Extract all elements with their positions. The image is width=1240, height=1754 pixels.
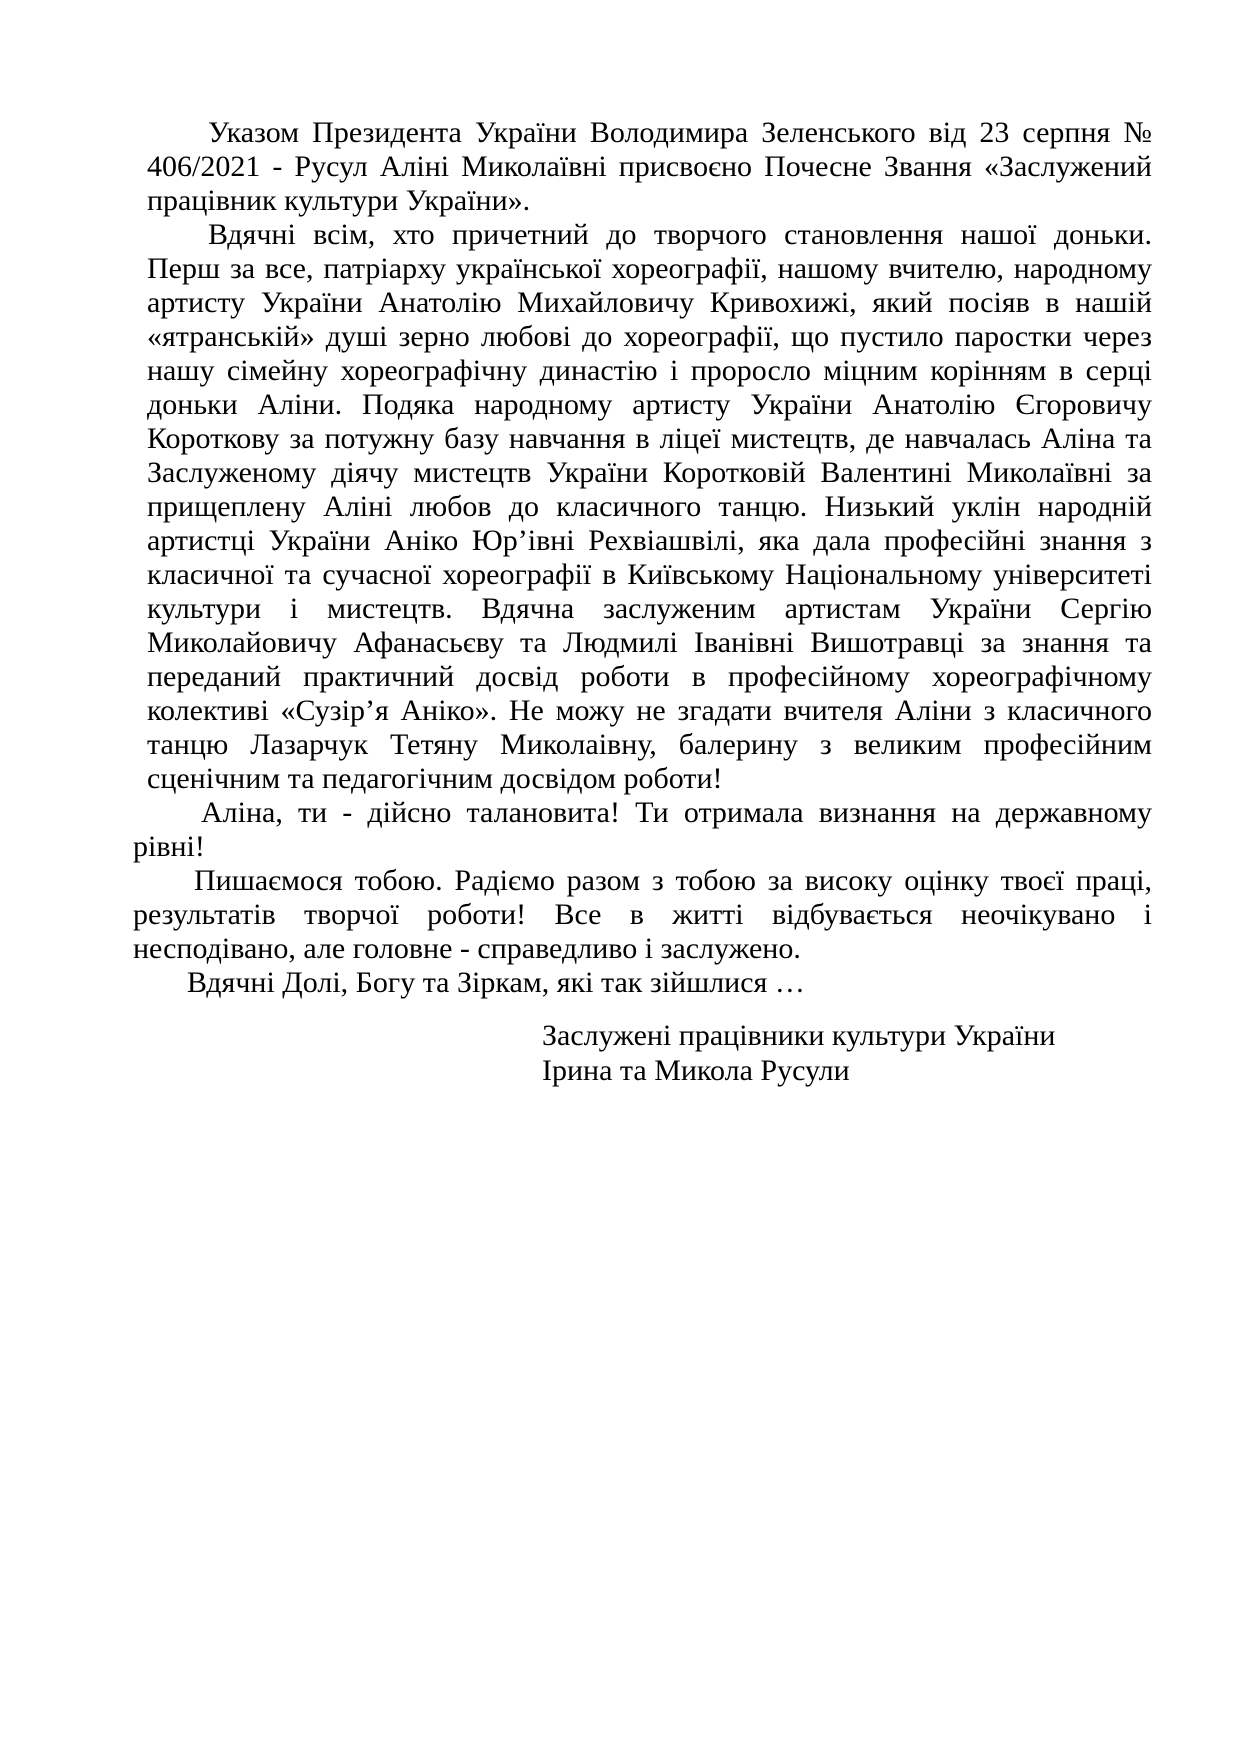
paragraph-gratitude-teachers: Вдячні всім, хто причетний до творчого становлення нашої доньки. Перш за все, патріарху української хореографії, нашому вчителю, народному артисту України Анатолію Михайловичу Кривохижі, який посіяв в нашій «ятранській» душі зерно любові до хореографії, що пустило паростки через нашу сімейну хореографічну династію і проросло міцним корінням в серці доньки Аліни. Подяка народному артисту України Анатолію Єгоровичу Короткову за потужну базу навчання в ліцеї мистецтв, де навчалась Аліна та Заслуженому діячу мистецтв України Коротковій Валентині Миколаївні за прищеплену Аліні любов до класичного танцю. Низький уклін народній артистці України Аніко Юр’івні Рехвіашвілі, яка дала професійні знання з класичної та сучасної хореографії в Київському Національному університеті культури і мистецтв. Вдячна заслуженим артистам України Сергію Миколайовичу Афанасьєву та Людмилі Іванівні Вишотравці за знання та переданий практичний досвід роботи в професійному хореографічному колективі «Сузір’я Аніко». Не можу не згадати вчителя Аліни з класичного танцю Лазарчук Тетяну Миколаівну, балерину з великим професійним сценічним та педагогічним досвідом роботи! xyxy=(147,218,1152,795)
paragraph-fate: Вдячні Долі, Богу та Зіркам, які так зійшлися … xyxy=(187,966,805,999)
paragraph-decree: Указом Президента України Володимира Зеленського від 23 серпня № 406/2021 - Русул Аліні Миколаївні присвоєно Почесне Звання «Заслужений працівник культури України». xyxy=(147,116,1152,217)
signature-names: Ірина та Микола Русули xyxy=(542,1054,850,1087)
letter-body xyxy=(133,116,1152,1088)
paragraph-talent-recognition: Аліна, ти - дійсно талановита! Ти отримала визнання на державному рівні! xyxy=(133,796,1152,863)
signature-block xyxy=(542,1018,1152,1088)
paragraph-pride: Пишаємося тобою. Радіємо разом з тобою за високу оцінку твоєї праці, результатів творчої роботи! Все в житті відбувається неочікувано і несподівано, але головне - справедливо і заслужено. xyxy=(133,864,1152,965)
signature-title: Заслужені працівники культури України xyxy=(542,1019,1056,1052)
